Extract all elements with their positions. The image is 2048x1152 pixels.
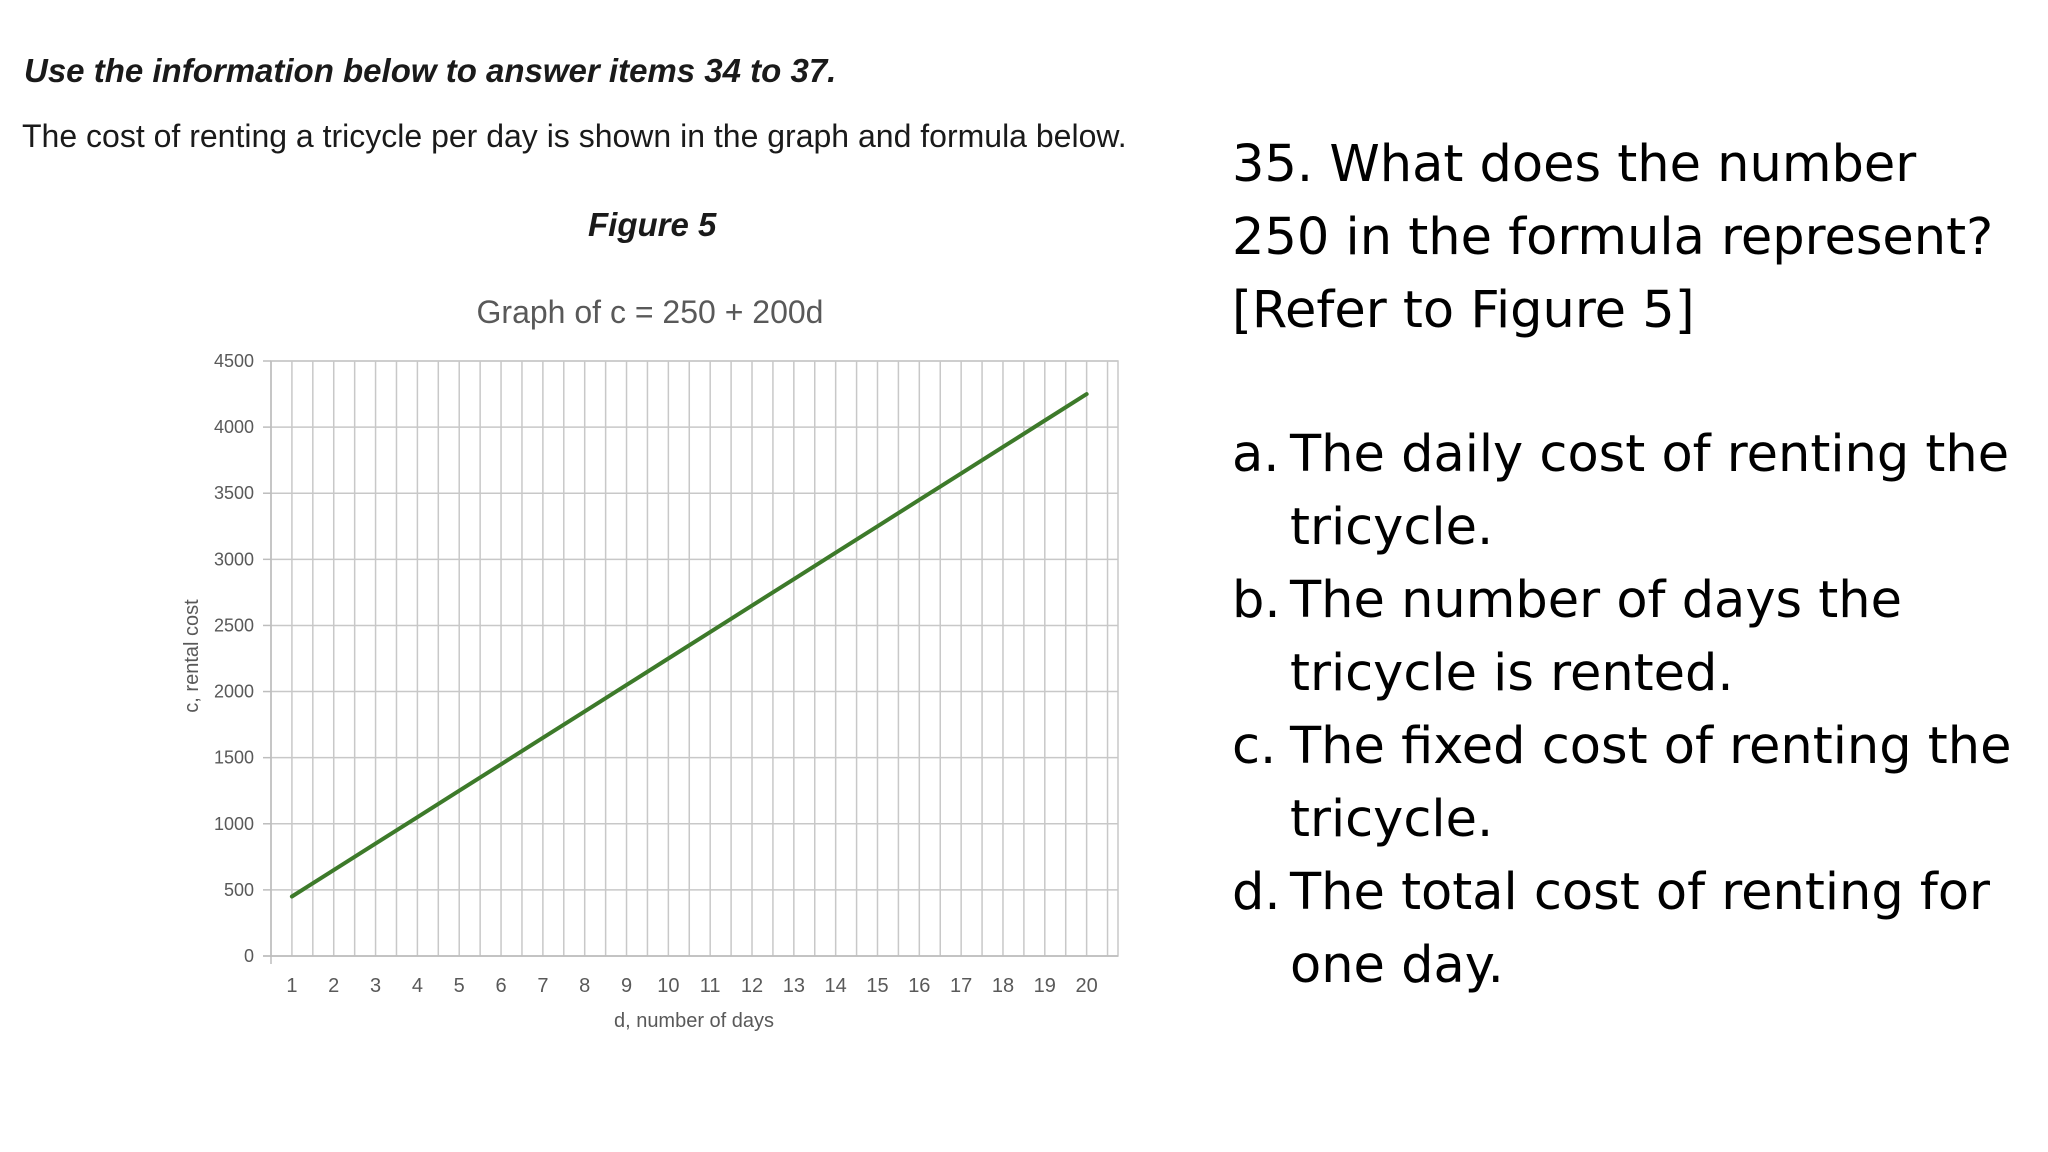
y-tick-label: 4500 (213, 351, 254, 371)
x-tick-label: 11 (699, 975, 721, 997)
x-tick-label: 17 (950, 975, 973, 997)
x-tick-label: 6 (495, 975, 507, 997)
x-tick-label: 14 (824, 975, 847, 997)
x-tick-label: 1 (286, 975, 298, 997)
option-d-letter: d. (1232, 863, 1281, 922)
x-tick-label: 13 (782, 975, 805, 997)
x-tick-label: 7 (537, 975, 549, 997)
y-tick-label: 500 (223, 879, 254, 900)
x-tick-label: 18 (991, 975, 1015, 997)
y-tick-label: 1000 (213, 813, 254, 834)
chart-title: Graph of c = 250 + 200d (476, 294, 824, 330)
x-tick-label: 9 (620, 975, 633, 997)
x-tick-label: 5 (453, 975, 465, 997)
x-tick-label: 3 (370, 975, 382, 997)
option-a-letter: a. (1232, 425, 1280, 484)
option-b-letter: b. (1232, 571, 1281, 630)
plot-frame (271, 361, 1118, 956)
chart-grid (263, 361, 1118, 964)
x-tick-label: 2 (328, 975, 340, 997)
y-tick-label: 3000 (213, 549, 254, 570)
y-tick-label: 0 (243, 946, 254, 966)
y-axis-label: c, rental cost (181, 599, 203, 713)
x-axis-ticks (286, 975, 1097, 997)
instructions-heading: Use the information below to answer items 34 to 37. (24, 52, 837, 89)
y-tick-label: 1500 (213, 747, 254, 768)
option-c-text: The fixed cost of renting the tricycle. (1290, 717, 2012, 849)
x-tick-label: 20 (1075, 975, 1098, 997)
intro-text: The cost of renting a tricycle per day is shown in the graph and formula below. (22, 118, 1127, 154)
option-d[interactable] (1232, 856, 2022, 1002)
x-tick-label: 19 (1033, 975, 1056, 997)
x-tick-label: 4 (411, 975, 423, 997)
option-c-letter: c. (1232, 717, 1277, 776)
x-tick-label: 12 (740, 975, 764, 997)
y-tick-label: 2000 (213, 681, 254, 702)
y-tick-label: 3500 (213, 483, 254, 504)
x-axis-label: d, number of days (613, 1010, 775, 1032)
option-d-text: The total cost of renting for one day. (1290, 863, 1991, 995)
x-tick-label: 16 (908, 975, 931, 997)
y-axis-ticks (214, 351, 271, 966)
option-b[interactable] (1232, 564, 2022, 710)
option-a-text: The daily cost of renting the tricycle. (1290, 425, 2010, 557)
option-c[interactable] (1232, 710, 2022, 856)
figure-label: Figure 5 (588, 206, 717, 243)
option-a[interactable] (1232, 418, 2022, 564)
question-text: 35. What does the number 250 in the formula represent? [Refer to Figure 5] (1232, 135, 1994, 340)
x-tick-label: 15 (866, 975, 889, 997)
y-tick-label: 4000 (213, 417, 254, 438)
answer-options (1232, 418, 2022, 1002)
y-tick-label: 2500 (213, 615, 254, 636)
x-tick-label: 10 (657, 975, 680, 997)
x-tick-label: 8 (579, 975, 591, 997)
option-b-text: The number of days the tricycle is rented. (1290, 571, 1902, 703)
